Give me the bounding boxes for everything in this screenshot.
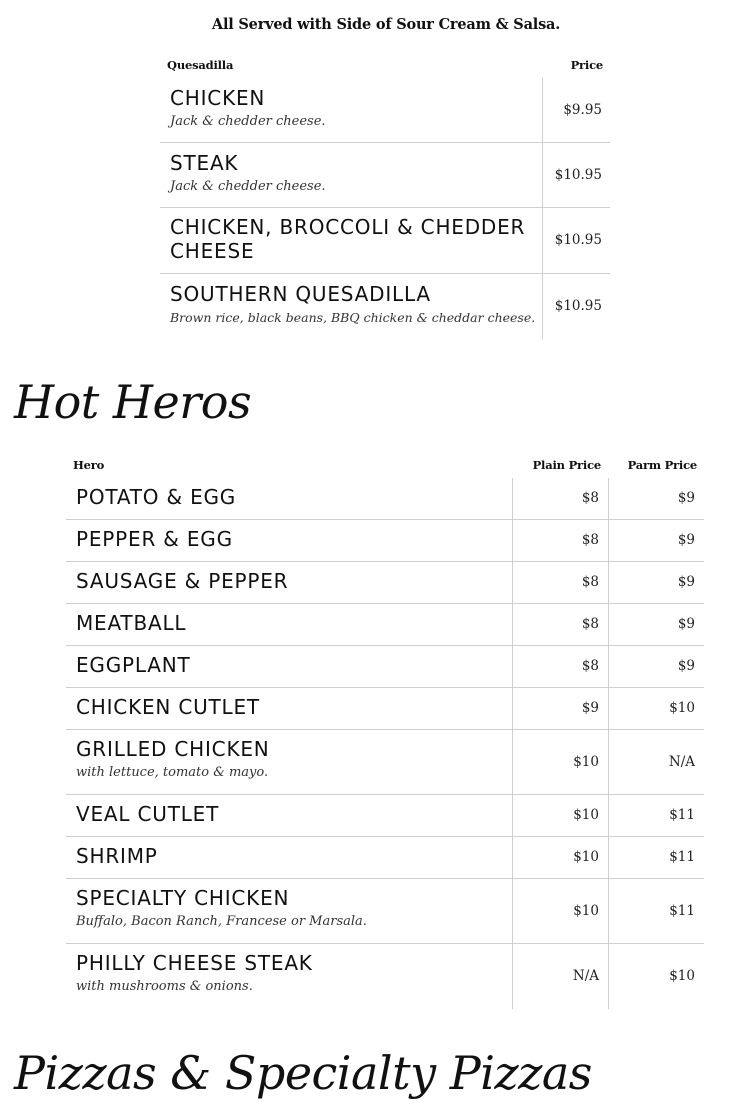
quesadilla-row-chicken-broccoli <box>160 208 610 274</box>
hero-row <box>66 520 704 562</box>
heros-rows <box>66 478 704 1009</box>
quesadilla-col-price: Price <box>570 58 603 72</box>
item-name: MEATBALL <box>76 611 187 635</box>
item-price: $9.95 <box>563 102 602 118</box>
item-name: SPECIALTY CHICKEN <box>76 886 290 910</box>
item-desc: with mushrooms & onions. <box>76 979 253 994</box>
plain-price: $10 <box>573 807 599 823</box>
heros-col-parm: Parm Price <box>627 458 697 472</box>
quesadilla-header <box>160 52 610 78</box>
item-desc: Brown rice, black beans, BBQ chicken & cheddar cheese. <box>170 310 536 325</box>
hero-row <box>66 879 704 944</box>
hero-row <box>66 688 704 730</box>
parm-price: $11 <box>669 849 695 865</box>
heros-table <box>66 452 704 1009</box>
heros-col-item: Hero <box>73 458 105 472</box>
parm-price: N/A <box>668 754 695 770</box>
heros-header <box>66 452 704 478</box>
plain-price: $8 <box>581 616 599 632</box>
item-name: SAUSAGE & PEPPER <box>76 569 289 593</box>
hero-row <box>66 478 704 520</box>
item-name: CHICKEN CUTLET <box>76 695 260 719</box>
item-name: PEPPER & EGG <box>76 527 233 551</box>
hero-row <box>66 604 704 646</box>
quesadilla-row-southern <box>160 274 610 339</box>
item-name: SHRIMP <box>76 844 158 868</box>
item-name: CHICKEN <box>170 86 266 110</box>
parm-price: $9 <box>677 574 695 590</box>
plain-price: N/A <box>572 968 599 984</box>
item-desc: Jack & chedder cheese. <box>170 114 326 129</box>
quesadilla-row-steak <box>160 143 610 208</box>
hero-row <box>66 730 704 795</box>
hero-row <box>66 646 704 688</box>
plain-price: $8 <box>581 532 599 548</box>
item-name: STEAK <box>170 151 239 175</box>
parm-price: $9 <box>677 658 695 674</box>
item-desc: Jack & chedder cheese. <box>170 179 326 194</box>
parm-price: $11 <box>669 903 695 919</box>
plain-price: $10 <box>573 754 599 770</box>
parm-price: $9 <box>677 490 695 506</box>
item-name: CHICKEN, BROCCOLI & CHEDDER CHEESE <box>170 215 526 263</box>
parm-price: $10 <box>669 968 695 984</box>
plain-price: $10 <box>573 903 599 919</box>
hot-heros-title: Hot Heros <box>14 375 252 429</box>
parm-price: $10 <box>669 700 695 716</box>
item-name: PHILLY CHEESE STEAK <box>76 951 313 975</box>
quesadilla-col-item: Quesadilla <box>167 58 234 72</box>
item-desc: with lettuce, tomato & mayo. <box>76 765 269 780</box>
parm-price: $9 <box>677 616 695 632</box>
plain-price: $10 <box>573 849 599 865</box>
item-name: VEAL CUTLET <box>76 802 220 826</box>
item-price: $10.95 <box>554 232 602 248</box>
plain-price: $8 <box>581 658 599 674</box>
parm-price: $11 <box>669 807 695 823</box>
quesadilla-rows <box>160 78 610 339</box>
item-name: POTATO & EGG <box>76 485 237 509</box>
item-price: $10.95 <box>554 167 602 183</box>
item-name: SOUTHERN QUESADILLA <box>170 282 431 306</box>
hero-row <box>66 795 704 837</box>
quesadilla-note: All Served with Side of Sour Cream & Salsa. <box>211 16 561 33</box>
quesadilla-table <box>160 52 610 339</box>
hero-row <box>66 562 704 604</box>
quesadilla-row-chicken <box>160 78 610 143</box>
item-desc: Buffalo, Bacon Ranch, Francese or Marsala. <box>76 914 367 929</box>
heros-col-plain: Plain Price <box>532 458 601 472</box>
item-name: GRILLED CHICKEN <box>76 737 270 761</box>
plain-price: $9 <box>581 700 599 716</box>
hero-row <box>66 944 704 1009</box>
item-name: EGGPLANT <box>76 653 191 677</box>
plain-price: $8 <box>581 490 599 506</box>
pizzas-title: Pizzas & Specialty Pizzas <box>14 1046 592 1100</box>
plain-price: $8 <box>581 574 599 590</box>
hero-row <box>66 837 704 879</box>
parm-price: $9 <box>677 532 695 548</box>
item-price: $10.95 <box>554 298 602 314</box>
